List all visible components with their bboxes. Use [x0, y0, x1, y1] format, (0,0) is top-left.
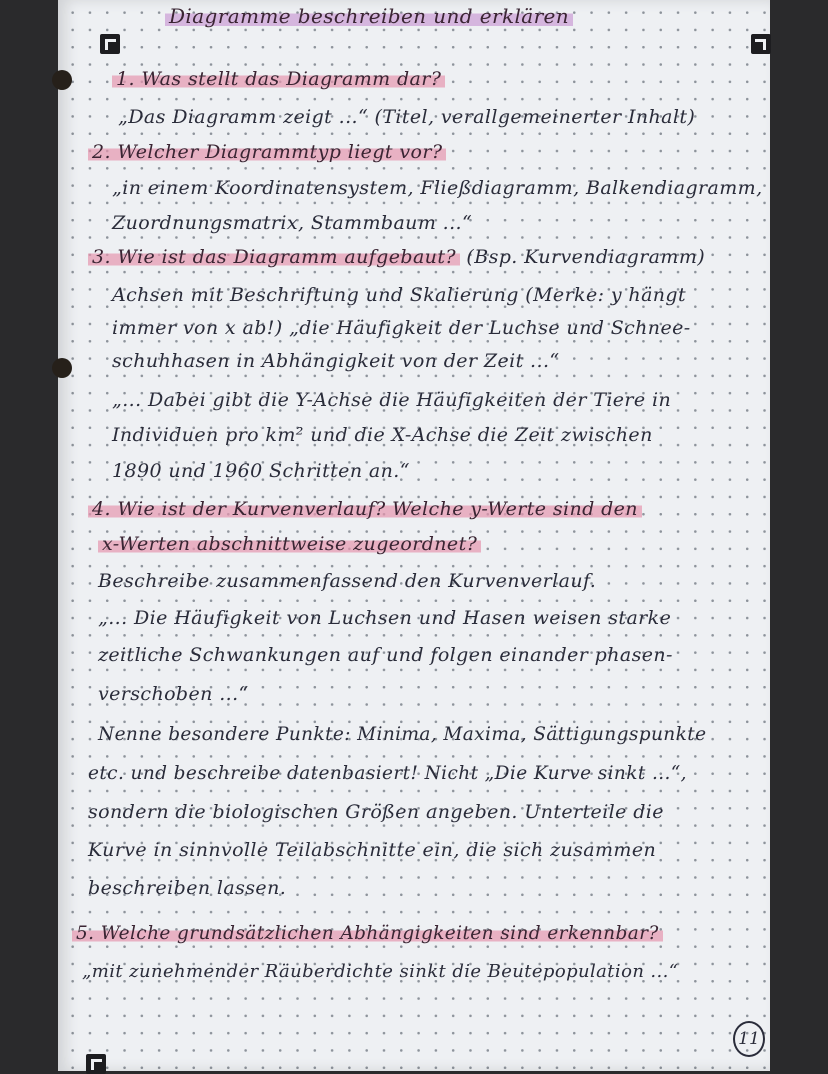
corner-mark-top-left	[100, 34, 120, 54]
line-text: sondern die biologischen Größen angeben. Unterteile die	[88, 801, 664, 823]
line-text: zeitliche Schwankungen auf und folgen einander phasen-	[98, 644, 673, 666]
line-text: Beschreibe zusammenfassend den Kurvenverlauf.	[98, 570, 597, 592]
page-number: 11	[733, 1021, 765, 1057]
note-line-q3a	[112, 283, 686, 307]
note-line-q4e	[98, 682, 249, 706]
note-line-q4j	[88, 876, 286, 900]
line-text: Individuen pro km² und die X-Achse die Zeit zwischen	[112, 424, 653, 446]
note-line-q4f	[98, 723, 706, 747]
line-text: „mit zunehmender Räuberdichte sinkt die Beutepopulation ...“	[82, 961, 679, 982]
line-text: beschreiben lassen.	[88, 877, 287, 899]
line-text: 1890 und 1960 Schritten an.“	[112, 460, 410, 482]
note-line-q2b	[112, 211, 472, 235]
highlighted-text: 3. Wie ist das Diagramm aufgebaut?	[88, 246, 460, 268]
line-text: Zuordnungsmatrix, Stammbaum ...“	[112, 212, 473, 234]
line-text: „... Dabei gibt die Y-Achse die Häufigkeiten der Tiere in	[112, 389, 672, 411]
note-line-q3e	[112, 423, 653, 447]
note-line-q3	[88, 245, 705, 269]
note-line-q3c	[112, 349, 560, 373]
highlighted-text: 4. Wie ist der Kurvenverlauf? Welche y-Werte sind den	[88, 498, 642, 520]
note-line-q1a	[118, 105, 695, 129]
note-line-q5	[72, 922, 663, 946]
note-line-q1	[112, 67, 445, 91]
note-line-q4g	[88, 762, 687, 786]
punch-hole-top	[52, 70, 72, 90]
line-text: „Das Diagramm zeigt ...“ (Titel, verallgemeinerter Inhalt)	[118, 106, 696, 128]
highlighted-text: 5. Welche grundsätzlichen Abhängigkeiten sind erkennbar?	[72, 923, 663, 944]
note-line-q4i	[88, 838, 656, 862]
line-text: verschoben ...“	[98, 683, 249, 705]
line-text: etc. und beschreibe datenbasiert! Nicht „Die Kurve sinkt ...“,	[88, 763, 687, 784]
note-line-q4d	[98, 643, 673, 667]
page-title: Diagramme beschreiben und erklären	[165, 4, 573, 28]
note-line-q4	[88, 497, 642, 521]
note-line-q3d	[112, 388, 671, 412]
highlighted-text: 1. Was stellt das Diagramm dar?	[112, 68, 445, 90]
note-line-q2	[88, 140, 446, 164]
note-line-q4h	[88, 800, 664, 824]
line-text: „... Die Häufigkeit von Luchsen und Hasen weisen starke	[98, 607, 672, 629]
note-line-q4c	[98, 606, 671, 630]
punch-hole-middle	[52, 358, 72, 378]
line-text: schuhhasen in Abhängigkeit von der Zeit ...“	[112, 350, 560, 372]
note-line-q3b	[112, 316, 691, 340]
line-text: „in einem Koordinatensystem, Fließdiagramm, Balkendiagramm,	[112, 177, 763, 199]
corner-mark-top-right	[751, 34, 771, 54]
line-text-continuation: (Bsp. Kurvendiagramm)	[459, 246, 706, 268]
corner-mark-bottom-left	[86, 1054, 106, 1074]
note-line-q4a	[98, 532, 481, 556]
line-text: immer von x ab!) „die Häufigkeit der Luchse und Schnee-	[112, 317, 691, 339]
note-line-q2a	[112, 176, 763, 200]
line-text: Achsen mit Beschriftung und Skalierung (Merke: y hängt	[112, 284, 687, 306]
note-line-q3f	[112, 459, 410, 483]
highlighted-text: 2. Welcher Diagrammtyp liegt vor?	[88, 141, 446, 163]
line-text: Kurve in sinnvolle Teilabschnitte ein, die sich zusammen	[88, 839, 657, 861]
highlighted-text: x-Werten abschnittweise zugeordnet?	[98, 533, 481, 555]
note-line-q5a	[82, 960, 678, 984]
line-text: Nenne besondere Punkte: Minima, Maxima, Sättigungspunkte	[98, 724, 707, 745]
note-line-q4b	[98, 569, 596, 593]
